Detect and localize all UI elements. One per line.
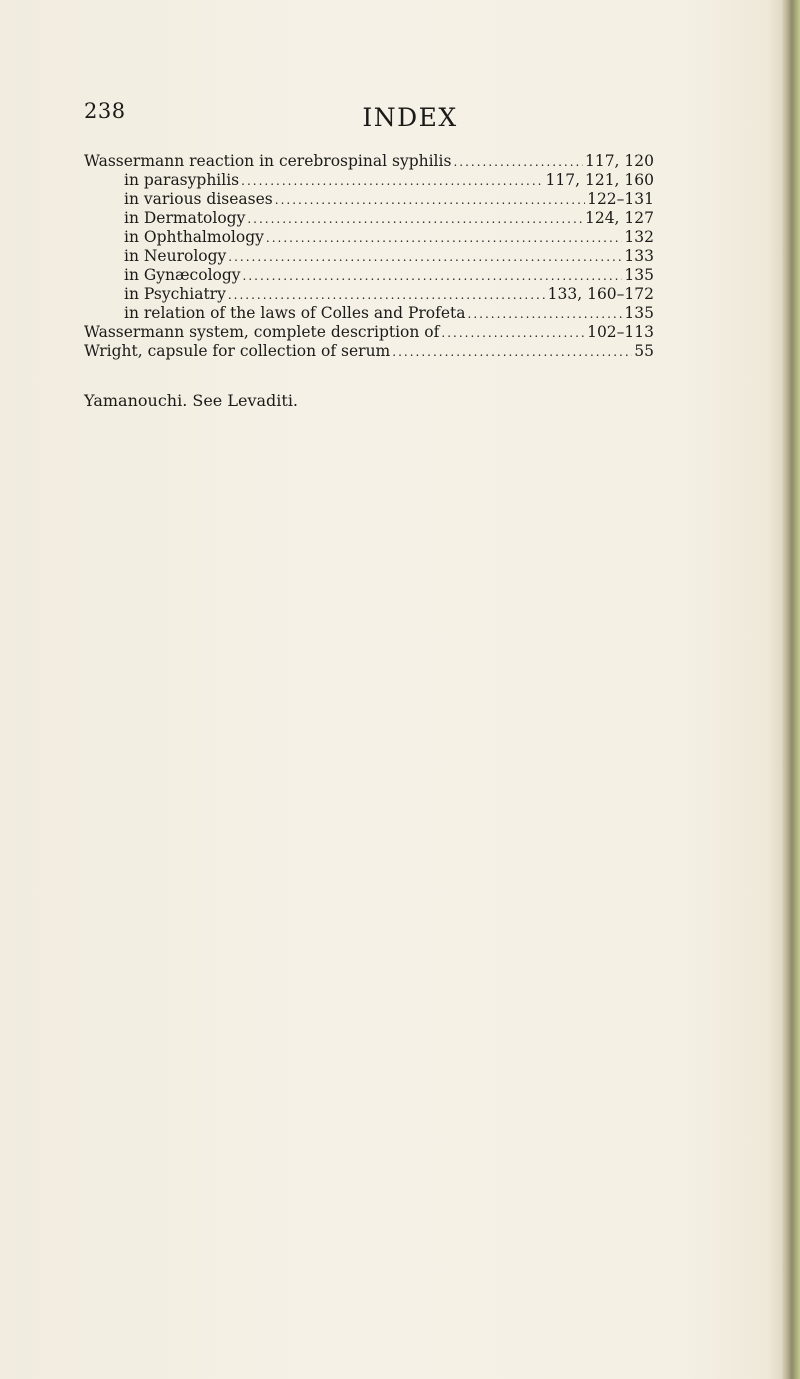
index-pages: 124, 127 <box>584 209 654 227</box>
spine-shadow <box>768 0 782 1379</box>
index-pages: 102–113 <box>587 323 654 341</box>
index-term: in Psychiatry <box>124 285 226 303</box>
index-subentry <box>84 266 654 285</box>
page-title: INDEX <box>362 103 458 132</box>
index-pages: 122–131 <box>587 190 654 208</box>
dot-leader <box>468 305 623 324</box>
index-term: in Gynæcology <box>124 266 241 284</box>
dot-leader <box>441 324 585 343</box>
index-list <box>84 152 654 361</box>
index-term: in Neurology <box>124 247 227 265</box>
index-pages: 133, 160–172 <box>547 285 654 303</box>
page-number: 238 <box>84 99 126 123</box>
index-pages: 133 <box>624 247 654 265</box>
book-spine-edge <box>782 0 800 1379</box>
index-pages: 117, 120 <box>584 152 654 170</box>
index-subentry <box>84 285 654 304</box>
dot-leader <box>453 153 583 172</box>
dot-leader <box>228 248 622 267</box>
index-term: in parasyphilis <box>124 171 240 189</box>
dot-leader <box>275 191 585 210</box>
dot-leader <box>241 172 543 191</box>
index-pages: 135 <box>624 266 654 284</box>
index-term: in Dermatology <box>124 209 246 227</box>
index-pages: 55 <box>634 342 654 360</box>
cross-reference-entry: Yamanouchi. See Levaditi. <box>84 391 299 410</box>
index-subentry <box>84 190 654 209</box>
index-subentry <box>84 304 654 323</box>
index-entry <box>84 342 654 361</box>
index-subentry <box>84 209 654 228</box>
index-term: in various diseases <box>124 190 273 208</box>
dot-leader <box>228 286 546 305</box>
index-term: in Ophthalmology <box>124 228 264 246</box>
index-pages: 117, 121, 160 <box>545 171 654 189</box>
index-pages: 135 <box>624 304 654 322</box>
dot-leader <box>266 229 623 248</box>
index-term: Wassermann system, complete description of <box>84 323 440 341</box>
dot-leader <box>243 267 623 286</box>
index-pages: 132 <box>624 228 654 246</box>
dot-leader <box>392 343 632 362</box>
index-term: in relation of the laws of Colles and Profeta <box>124 304 466 322</box>
index-subentry <box>84 171 654 190</box>
dot-leader <box>247 210 583 229</box>
index-entry <box>84 152 654 171</box>
index-subentry <box>84 228 654 247</box>
index-subentry <box>84 247 654 266</box>
index-entry <box>84 323 654 342</box>
index-term: Wassermann reaction in cerebrospinal syphilis <box>84 152 452 170</box>
index-term: Wright, capsule for collection of serum <box>84 342 391 360</box>
